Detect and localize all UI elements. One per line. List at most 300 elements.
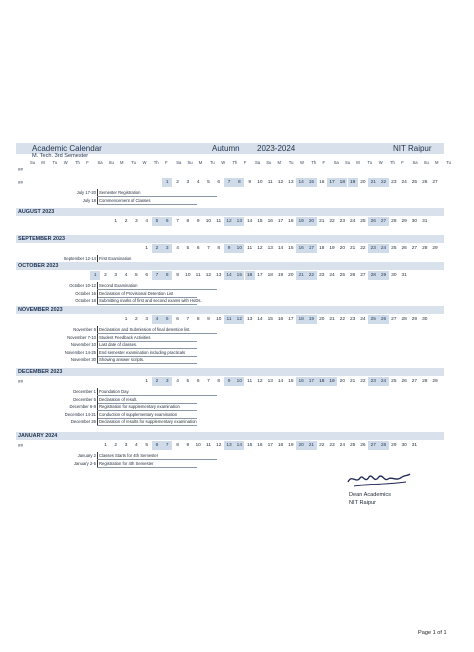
event-date: December 5 xyxy=(73,396,96,402)
calendar-day: 15 xyxy=(288,246,294,251)
calendar-day: 2 xyxy=(104,273,107,278)
weekday-label: Tu xyxy=(288,160,294,165)
calendar-day: 26 xyxy=(401,246,407,251)
weekday-label: Tu xyxy=(446,160,451,165)
event-description: Declaration and Submission of final detention list. xyxy=(99,327,191,332)
calendar-day: 1 xyxy=(114,219,118,224)
weekday-label: Su xyxy=(345,160,351,165)
event-description: Classes Starts for 4th Semester xyxy=(99,453,159,458)
calendar-day: 9 xyxy=(224,244,234,253)
event-divider xyxy=(97,388,98,395)
event-divider xyxy=(97,396,98,403)
calendar-day: 10 xyxy=(234,377,244,386)
calendar-day: 14 xyxy=(234,441,244,450)
calendar-day: 18 xyxy=(277,443,284,448)
event-divider xyxy=(97,326,98,333)
calendar-day: 22 xyxy=(329,219,335,224)
calendar-day: 2 xyxy=(114,443,118,448)
semester-label: Autumn xyxy=(212,144,240,153)
event-description: Semester Registration xyxy=(99,190,141,195)
event-divider xyxy=(97,349,98,356)
hash-marker: ## xyxy=(18,167,24,172)
date-strip xyxy=(16,178,444,187)
calendar-day: 3 xyxy=(135,219,138,224)
calendar-day: 10 xyxy=(195,443,201,448)
event-divider xyxy=(97,411,98,418)
event-description: Student Feedback Activities xyxy=(99,334,151,340)
calendar-day: 23 xyxy=(391,180,397,185)
calendar-day: 9 xyxy=(196,219,200,224)
event-divider xyxy=(97,282,98,289)
calendar-day: 11 xyxy=(195,273,201,278)
calendar-day: 10 xyxy=(185,273,191,278)
calendar-day: 25 xyxy=(391,246,397,251)
calendar-day: 11 xyxy=(247,246,253,251)
event-divider xyxy=(97,341,98,348)
month-name: JANUARY 2024 xyxy=(18,433,58,439)
calendar-day: 29 xyxy=(391,443,397,448)
event-underline xyxy=(97,425,197,426)
date-strip xyxy=(16,315,444,324)
event-date: September 12-14 xyxy=(63,256,96,261)
calendar-day: 21 xyxy=(368,178,378,187)
calendar-day: 27 xyxy=(411,246,418,251)
calendar-day: 29 xyxy=(401,219,407,224)
month-band xyxy=(16,306,444,314)
calendar-day: 24 xyxy=(378,377,388,386)
calendar-day: 18 xyxy=(296,315,306,324)
weekday-label: F xyxy=(165,160,168,165)
event-date: November 6 xyxy=(73,327,96,332)
weekday-label: M xyxy=(41,160,45,165)
calendar-day: 20 xyxy=(296,441,306,450)
calendar-day: 3 xyxy=(124,443,128,448)
calendar-day: 9 xyxy=(224,377,234,386)
calendar-day: 10 xyxy=(234,244,244,253)
page-number: Page 1 of 1 xyxy=(418,630,447,636)
event-description: Conduction of supplementary examination xyxy=(99,411,178,417)
event-date: December 14-21 xyxy=(64,411,96,417)
event-date: December 6-8 xyxy=(69,404,96,410)
event-divider xyxy=(97,452,98,459)
calendar-day: 22 xyxy=(360,379,366,384)
calendar-day: 16 xyxy=(319,180,325,185)
calendar-day: 8 xyxy=(217,379,221,384)
calendar-day: 14 xyxy=(277,379,284,384)
calendar-day: 4 xyxy=(176,246,179,251)
weekday-label: W xyxy=(300,160,304,165)
calendar-day: 6 xyxy=(145,273,148,278)
calendar-day: 17 xyxy=(327,178,337,187)
weekday-label: Su xyxy=(423,160,429,165)
calendar-day: 4 xyxy=(135,443,138,448)
calendar-day: 16 xyxy=(267,219,273,224)
weekday-label: Su xyxy=(187,160,193,165)
weekday-label: Su xyxy=(108,160,114,165)
event-description: Registration for supplementary examination xyxy=(99,404,180,410)
institute-name: NIT Raipur xyxy=(393,144,432,153)
calendar-day: 13 xyxy=(288,180,294,185)
event-divider xyxy=(97,290,98,297)
calendar-day: 26 xyxy=(349,273,356,278)
calendar-day: 21 xyxy=(329,317,335,322)
calendar-day: 8 xyxy=(196,317,200,322)
calendar-day: 17 xyxy=(288,317,294,322)
calendar-day: 2 xyxy=(152,377,162,386)
calendar-day: 1 xyxy=(104,443,107,448)
calendar-day: 24 xyxy=(339,443,345,448)
calendar-day: 31 xyxy=(422,219,428,224)
calendar-day: 1 xyxy=(90,271,100,280)
calendar-day: 15 xyxy=(306,178,316,187)
weekday-label: Th xyxy=(390,160,395,165)
month-name: NOVEMBER 2023 xyxy=(18,307,63,313)
month-band xyxy=(16,208,444,216)
calendar-day: 11 xyxy=(205,443,211,448)
calendar-title: Academic Calendar xyxy=(32,144,102,153)
calendar-day: 18 xyxy=(319,246,325,251)
calendar-day: 17 xyxy=(267,443,273,448)
calendar-day: 7 xyxy=(176,219,179,224)
event-date: November 14-25 xyxy=(64,349,96,355)
event-date: July 18 xyxy=(82,197,96,203)
calendar-day: 14 xyxy=(277,246,284,251)
calendar-day: 22 xyxy=(378,178,388,187)
event-description: Declaration of results for supplementary examination xyxy=(99,419,197,425)
calendar-day: 11 xyxy=(224,315,234,324)
weekday-label: M xyxy=(356,160,360,165)
weekday-label: Su xyxy=(266,160,272,165)
calendar-day: 30 xyxy=(422,317,428,322)
calendar-day: 26 xyxy=(401,379,407,384)
calendar-day: 14 xyxy=(296,178,306,187)
calendar-day: 13 xyxy=(267,246,273,251)
weekday-label: Tu xyxy=(52,160,58,165)
calendar-day: 25 xyxy=(368,315,378,324)
weekday-label: W xyxy=(378,160,383,165)
event-date: October 18 xyxy=(75,298,96,304)
calendar-day: 19 xyxy=(329,246,335,251)
weekday-label: Tu xyxy=(367,160,373,165)
calendar-day: 17 xyxy=(306,244,316,253)
event-description: Foundation Day. xyxy=(99,389,130,394)
calendar-day: 24 xyxy=(401,180,407,185)
event-date: January 2 xyxy=(77,453,96,458)
weekday-label: Su xyxy=(30,160,36,165)
calendar-day: 13 xyxy=(224,441,234,450)
date-strip xyxy=(16,244,444,253)
weekday-label: M xyxy=(198,160,203,165)
weekday-label: W xyxy=(142,160,147,165)
weekday-label: Sa xyxy=(176,160,182,165)
event-date: November 7-10 xyxy=(67,334,96,340)
calendar-day: 8 xyxy=(186,219,190,224)
calendar-day: 28 xyxy=(378,441,388,450)
calendar-day: 16 xyxy=(296,244,306,253)
calendar-day: 27 xyxy=(378,217,388,226)
calendar-day: 27 xyxy=(368,441,378,450)
event-description: End semester examination including practicals xyxy=(99,349,186,355)
month-name: SEPTEMBER 2023 xyxy=(18,236,66,242)
calendar-day: 25 xyxy=(411,180,418,185)
calendar-day: 5 xyxy=(135,273,138,278)
signatory-title: Dean Academics xyxy=(349,492,391,498)
calendar-day: 30 xyxy=(411,219,418,224)
event-underline xyxy=(97,363,197,364)
weekday-label: Th xyxy=(153,160,159,165)
calendar-day: 13 xyxy=(216,273,222,278)
calendar-day: 1 xyxy=(124,317,128,322)
calendar-day: 30 xyxy=(401,443,407,448)
calendar-day: 23 xyxy=(339,219,345,224)
calendar-day: 23 xyxy=(368,244,378,253)
event-date: December 1 xyxy=(73,389,96,394)
calendar-day: 15 xyxy=(257,219,263,224)
event-divider xyxy=(97,197,98,204)
calendar-day: 2 xyxy=(135,317,138,322)
calendar-day: 24 xyxy=(360,317,366,322)
calendar-day: 11 xyxy=(267,180,273,185)
calendar-day: 11 xyxy=(247,379,253,384)
calendar-day: 4 xyxy=(152,315,162,324)
hash-marker: ## xyxy=(18,443,24,448)
event-description: Second Examination xyxy=(99,283,138,288)
weekday-label: F xyxy=(243,160,247,165)
weekday-label: F xyxy=(322,160,326,165)
event-divider xyxy=(97,297,98,304)
calendar-day: 7 xyxy=(186,317,190,322)
calendar-day: 7 xyxy=(162,441,172,450)
calendar-day: 2 xyxy=(176,180,179,185)
calendar-day: 6 xyxy=(152,441,162,450)
calendar-day: 3 xyxy=(162,244,172,253)
event-divider xyxy=(97,189,98,196)
date-strip xyxy=(16,271,444,280)
calendar-day: 22 xyxy=(306,271,316,280)
calendar-day: 12 xyxy=(224,217,234,226)
calendar-day: 20 xyxy=(360,180,366,185)
month-band xyxy=(16,432,444,440)
calendar-day: 28 xyxy=(422,379,428,384)
event-description: Last date of classes. xyxy=(99,342,138,348)
hash-marker: ## xyxy=(18,379,24,384)
calendar-day: 16 xyxy=(296,377,306,386)
calendar-day: 19 xyxy=(288,443,294,448)
weekday-label: W xyxy=(221,160,226,165)
calendar-day: 27 xyxy=(360,273,366,278)
event-date: October 10-12 xyxy=(69,283,96,288)
weekday-label: M xyxy=(277,160,281,165)
calendar-day: 19 xyxy=(348,178,358,187)
calendar-day: 20 xyxy=(288,273,294,278)
calendar-day: 3 xyxy=(186,180,190,185)
event-date: November 10 xyxy=(70,342,96,348)
calendar-day: 13 xyxy=(267,379,273,384)
calendar-day: 5 xyxy=(207,180,210,185)
month-band xyxy=(16,368,444,376)
calendar-day: 2 xyxy=(124,219,128,224)
calendar-day: 12 xyxy=(216,443,222,448)
calendar-day: 1 xyxy=(162,178,172,187)
calendar-day: 12 xyxy=(257,379,263,384)
calendar-day: 22 xyxy=(360,246,366,251)
date-strip xyxy=(16,441,444,450)
calendar-day: 12 xyxy=(257,246,263,251)
calendar-day: 19 xyxy=(327,377,337,386)
calendar-day: 6 xyxy=(196,379,200,384)
calendar-day: 15 xyxy=(246,443,253,448)
calendar-day: 25 xyxy=(339,273,345,278)
calendar-day: 29 xyxy=(411,317,418,322)
calendar-day: 27 xyxy=(432,180,438,185)
calendar-day: 5 xyxy=(186,379,190,384)
academic-year: 2023-2024 xyxy=(257,144,296,153)
weekday-label: F xyxy=(86,160,89,165)
calendar-day: 19 xyxy=(296,217,306,226)
weekday-label: Sa xyxy=(97,160,103,165)
calendar-day: 28 xyxy=(368,271,378,280)
calendar-day: 4 xyxy=(176,379,179,384)
calendar-day: 3 xyxy=(162,377,172,386)
event-date: January 2-5 xyxy=(73,460,96,466)
event-divider xyxy=(97,403,98,410)
calendar-day: 8 xyxy=(217,246,221,251)
calendar-day: 25 xyxy=(360,219,366,224)
calendar-day: 9 xyxy=(207,317,210,322)
calendar-day: 21 xyxy=(319,219,325,224)
calendar-day: 23 xyxy=(368,377,378,386)
calendar-day: 16 xyxy=(257,443,263,448)
event-date: November 30 xyxy=(70,357,96,363)
calendar-day: 28 xyxy=(401,317,407,322)
calendar-day: 28 xyxy=(422,246,428,251)
calendar-day: 14 xyxy=(224,271,234,280)
calendar-day: 12 xyxy=(277,180,284,185)
weekday-label: Th xyxy=(232,160,238,165)
event-description: Submitting marks of first and second exams with HoDs. xyxy=(99,298,202,304)
weekday-label: Tu xyxy=(131,160,136,165)
month-name: OCTOBER 2023 xyxy=(18,263,59,269)
calendar-day: 17 xyxy=(306,377,316,386)
calendar-day: 22 xyxy=(319,443,325,448)
event-description: Declaration of Provisional Detention List xyxy=(99,290,174,296)
calendar-day: 4 xyxy=(124,273,128,278)
weekday-label: W xyxy=(63,160,68,165)
weekday-label: F xyxy=(401,160,404,165)
calendar-day: 23 xyxy=(329,443,335,448)
calendar-day: 8 xyxy=(234,178,244,187)
calendar-day: 22 xyxy=(339,317,345,322)
weekday-label: Sa xyxy=(412,160,418,165)
calendar-day: 8 xyxy=(176,443,179,448)
weekday-label: M xyxy=(120,160,124,165)
calendar-day: 24 xyxy=(349,219,356,224)
program-label: M. Tech. 3rd Semester xyxy=(32,153,89,159)
calendar-day: 27 xyxy=(411,379,418,384)
calendar-day: 10 xyxy=(216,317,222,322)
calendar-day: 18 xyxy=(317,377,327,386)
calendar-day: 7 xyxy=(224,178,234,187)
month-name: AUGUST 2023 xyxy=(18,209,55,215)
calendar-day: 25 xyxy=(391,379,397,384)
calendar-day: 20 xyxy=(306,217,316,226)
calendar-day: 9 xyxy=(248,180,251,185)
event-description: Commencement of Classes xyxy=(99,197,151,203)
calendar-day: 4 xyxy=(196,180,200,185)
calendar-day: 1 xyxy=(145,379,148,384)
calendar-day: 5 xyxy=(152,217,162,226)
calendar-day: 23 xyxy=(319,273,325,278)
calendar-day: 5 xyxy=(162,315,172,324)
calendar-day: 3 xyxy=(114,273,118,278)
event-description: First Examination xyxy=(99,256,132,261)
calendar-day: 15 xyxy=(267,317,273,322)
calendar-day: 4 xyxy=(145,219,148,224)
calendar-day: 19 xyxy=(277,273,284,278)
weekday-label: Tu xyxy=(210,160,215,165)
calendar-day: 21 xyxy=(306,441,316,450)
calendar-day: 6 xyxy=(196,246,200,251)
calendar-day: 31 xyxy=(401,273,407,278)
calendar-day: 8 xyxy=(162,271,172,280)
weekday-label: Th xyxy=(311,160,317,165)
calendar-day: 26 xyxy=(422,180,428,185)
calendar-day: 24 xyxy=(329,273,335,278)
signatory-institute: NIT Raipur xyxy=(349,500,376,506)
calendar-day: 6 xyxy=(217,180,221,185)
event-divider xyxy=(97,418,98,425)
calendar-day: 27 xyxy=(391,317,397,322)
event-divider xyxy=(97,460,98,467)
calendar-day: 12 xyxy=(205,273,212,278)
calendar-day: 5 xyxy=(145,443,148,448)
calendar-day: 6 xyxy=(162,217,172,226)
calendar-day: 20 xyxy=(339,379,345,384)
calendar-day: 15 xyxy=(288,379,294,384)
calendar-day: 10 xyxy=(205,219,212,224)
calendar-day: 21 xyxy=(349,379,356,384)
calendar-day: 21 xyxy=(296,271,306,280)
calendar-day: 6 xyxy=(176,317,179,322)
calendar-day: 20 xyxy=(339,246,345,251)
event-divider xyxy=(97,334,98,341)
calendar-day: 16 xyxy=(277,317,284,322)
calendar-day: 23 xyxy=(349,317,356,322)
calendar-day: 17 xyxy=(277,219,284,224)
weekday-label: Sa xyxy=(255,160,261,165)
event-description: Showing answer scripts. xyxy=(99,357,145,363)
calendar-day: 3 xyxy=(145,317,148,322)
calendar-day: 25 xyxy=(349,443,356,448)
event-date: October 16 xyxy=(75,290,96,296)
calendar-day: 13 xyxy=(246,317,253,322)
calendar-day: 24 xyxy=(378,244,388,253)
event-date: December 26 xyxy=(70,419,96,425)
event-underline xyxy=(97,204,197,205)
calendar-day: 12 xyxy=(234,315,244,324)
calendar-day: 26 xyxy=(378,315,388,324)
calendar-day: 21 xyxy=(349,246,356,251)
date-strip xyxy=(16,217,444,226)
calendar-day: 29 xyxy=(432,246,438,251)
month-band xyxy=(16,235,444,243)
month-band xyxy=(16,262,444,270)
weekday-label: Th xyxy=(75,160,80,165)
calendar-day: 26 xyxy=(360,443,366,448)
calendar-day: 30 xyxy=(391,273,397,278)
weekday-label: M xyxy=(435,160,439,165)
event-underline xyxy=(97,467,197,468)
